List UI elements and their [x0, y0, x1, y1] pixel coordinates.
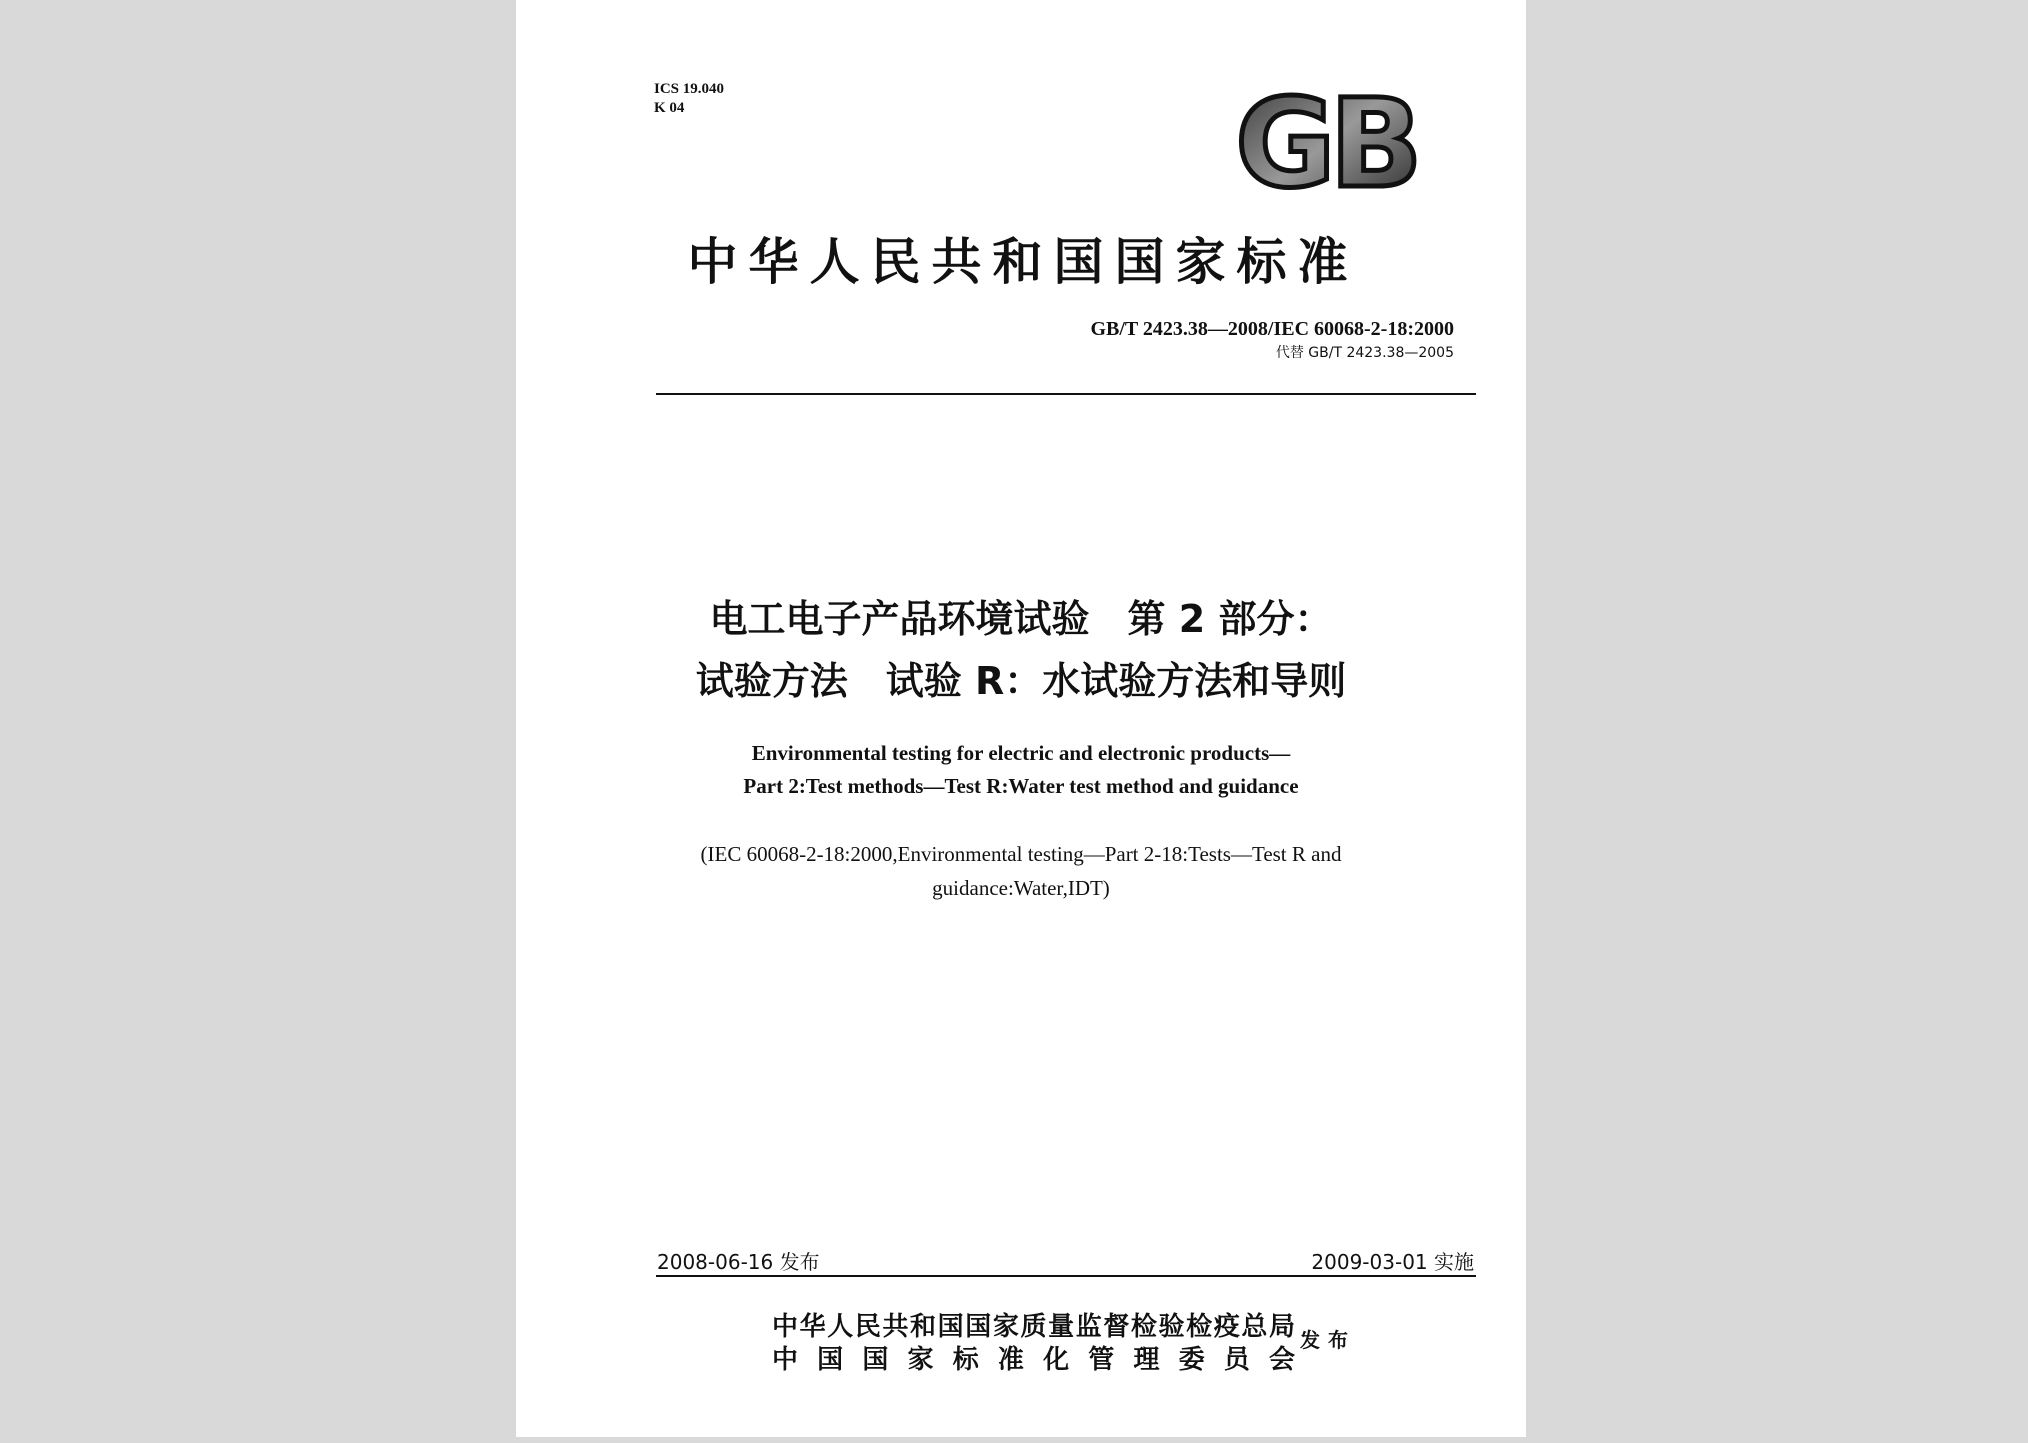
iec-reference-line1: (IEC 60068-2-18:2000,Environmental testing—Part 2-18:Tests—Test R and: [700, 842, 1342, 866]
classification-codes: [654, 80, 724, 118]
top-rule: [656, 393, 1476, 395]
publish-label: 发布: [1300, 1328, 1356, 1352]
replaces-note: 代替 GB/T 2423.38—2005: [1275, 345, 1454, 361]
publisher-aqsiq: 中华人民共和国国家质量监督检验检疫总局: [772, 1312, 1295, 1342]
gb-logo: [1223, 88, 1430, 198]
implementation-date: 2009-03-01 实施: [1311, 1250, 1474, 1274]
publisher-sac: 中国国家标准化管理委员会: [772, 1345, 1295, 1375]
bottom-rule: [656, 1275, 1476, 1277]
national-standard-title: 中华人民共和国国家标准: [687, 232, 1359, 291]
gb-logo-text: GB: [1235, 88, 1417, 198]
english-title-line1: Environmental testing for electric and electronic products—: [751, 741, 1291, 765]
ccs-code: K 04: [654, 100, 685, 116]
document-page: [516, 0, 1526, 1437]
chinese-title-line2: 试验方法 试验 R：水试验方法和导则: [695, 659, 1347, 703]
ics-code: ICS 19.040: [654, 81, 725, 97]
issue-date: 2008-06-16 发布: [657, 1250, 820, 1274]
iec-reference-line2: guidance:Water,IDT): [932, 876, 1110, 900]
english-title-line2: Part 2:Test methods—Test R:Water test method and guidance: [743, 774, 1299, 798]
standard-number: GB/T 2423.38—2008/IEC 60068-2-18:2000: [1090, 318, 1454, 340]
chinese-title-line1: 电工电子产品环境试验 第 2 部分：: [709, 597, 1333, 641]
